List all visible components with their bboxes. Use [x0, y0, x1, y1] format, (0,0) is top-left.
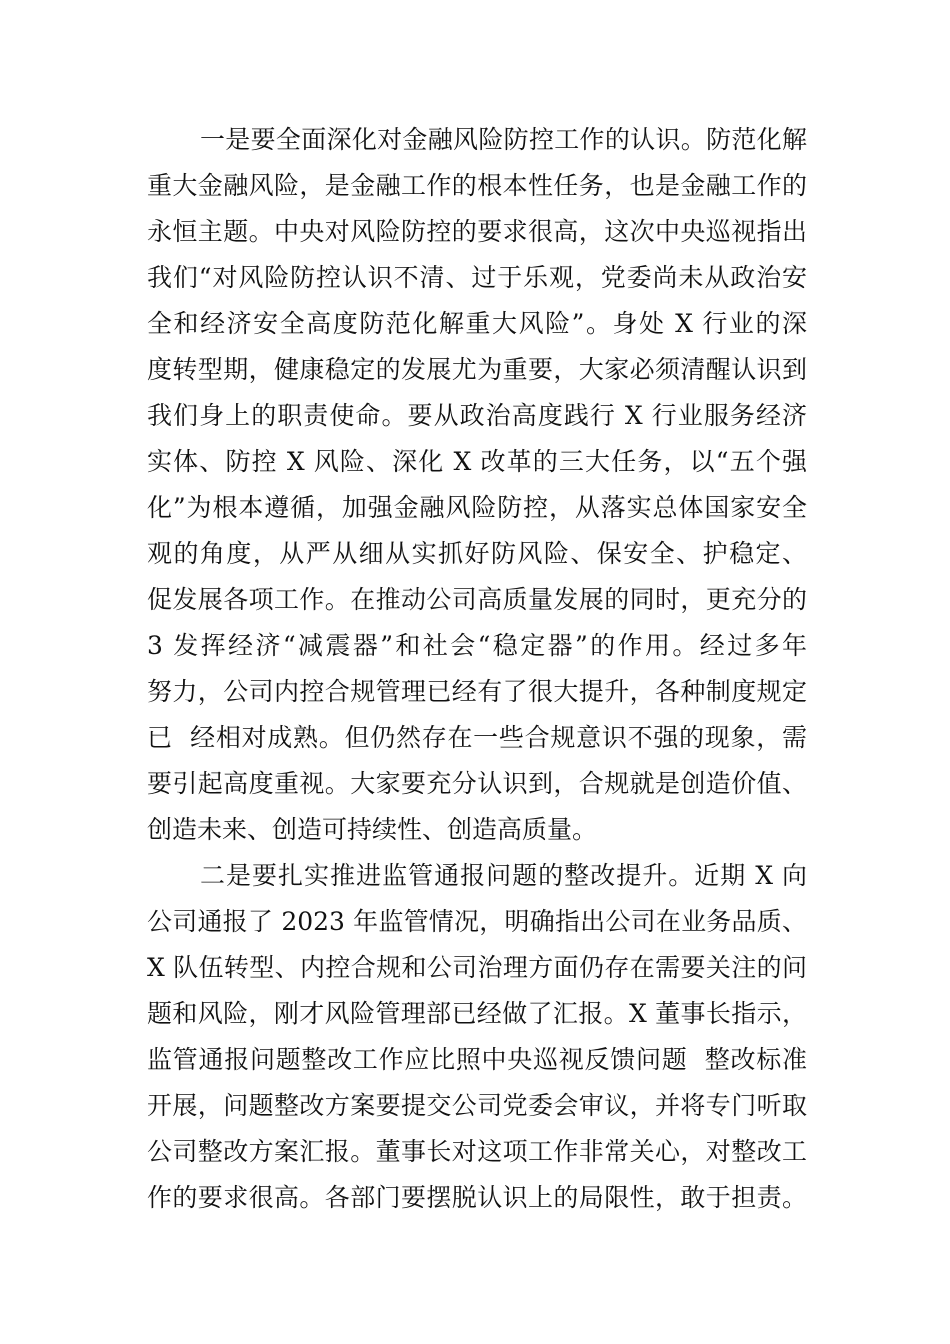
paragraph-line: 实体、防控 X 风险、深化 X 改革的三大任务，以“五个强	[147, 447, 807, 476]
paragraph-line: 促发展各项工作。在推动公司高质量发展的同时，更充分的	[147, 585, 807, 614]
paragraph-line: 题和风险，刚才风险管理部已经做了汇报。X 董事长指示，	[147, 999, 807, 1028]
paragraph-line: 要引起高度重视。大家要充分认识到，合规就是创造价值、	[147, 769, 807, 798]
paragraph-line: 我们“对风险防控认识不清、过于乐观，党委尚未从政治安	[147, 263, 807, 292]
paragraph-line: 公司整改方案汇报。董事长对这项工作非常关心，对整改工	[147, 1137, 807, 1166]
paragraph-line: 观的角度，从严从细从实抓好防风险、保安全、护稳定、	[147, 539, 807, 568]
paragraph-line: 度转型期，健康稳定的发展尤为重要，大家必须清醒认识到	[147, 355, 807, 384]
paragraph-line: 化”为根本遵循，加强金融风险防控，从落实总体国家安全	[147, 493, 807, 522]
paragraph-line: 全和经济安全高度防范化解重大风险”。身处 X 行业的深	[147, 309, 807, 338]
paragraph-line: 监管通报问题整改工作应比照中央巡视反馈问题 整改标准	[147, 1045, 807, 1074]
paragraph-line: 创造未来、创造可持续性、创造高质量。	[147, 815, 598, 844]
paragraph-line: 二是要扎实推进监管通报问题的整改提升。近期 X 向	[200, 861, 807, 890]
paragraph-line: 重大金融风险，是金融工作的根本性任务，也是金融工作的	[147, 171, 807, 200]
paragraph-line: 开展，问题整改方案要提交公司党委会审议，并将专门听取	[147, 1091, 807, 1120]
paragraph-line: 已 经相对成熟。但仍然存在一些合规意识不强的现象，需	[147, 723, 807, 752]
paragraph-line: 永恒主题。中央对风险防控的要求很高，这次中央巡视指出	[147, 217, 807, 246]
paragraph-line: 我们身上的职责使命。要从政治高度践行 X 行业服务经济	[147, 401, 807, 430]
paragraph-line: 3 发挥经济“减震器”和社会“稳定器”的作用。经过多年	[147, 631, 807, 660]
paragraph-line: 公司通报了 2023 年监管情况，明确指出公司在业务品质、	[147, 907, 807, 936]
paragraph-line: X 队伍转型、内控合规和公司治理方面仍存在需要关注的问	[147, 953, 807, 982]
paragraph-line: 努力，公司内控合规管理已经有了很大提升，各种制度规定	[147, 677, 807, 706]
paragraph-line: 一是要全面深化对金融风险防控工作的认识。防范化解	[200, 125, 807, 154]
paragraph-line: 作的要求很高。各部门要摆脱认识上的局限性，敢于担责。	[147, 1183, 807, 1212]
